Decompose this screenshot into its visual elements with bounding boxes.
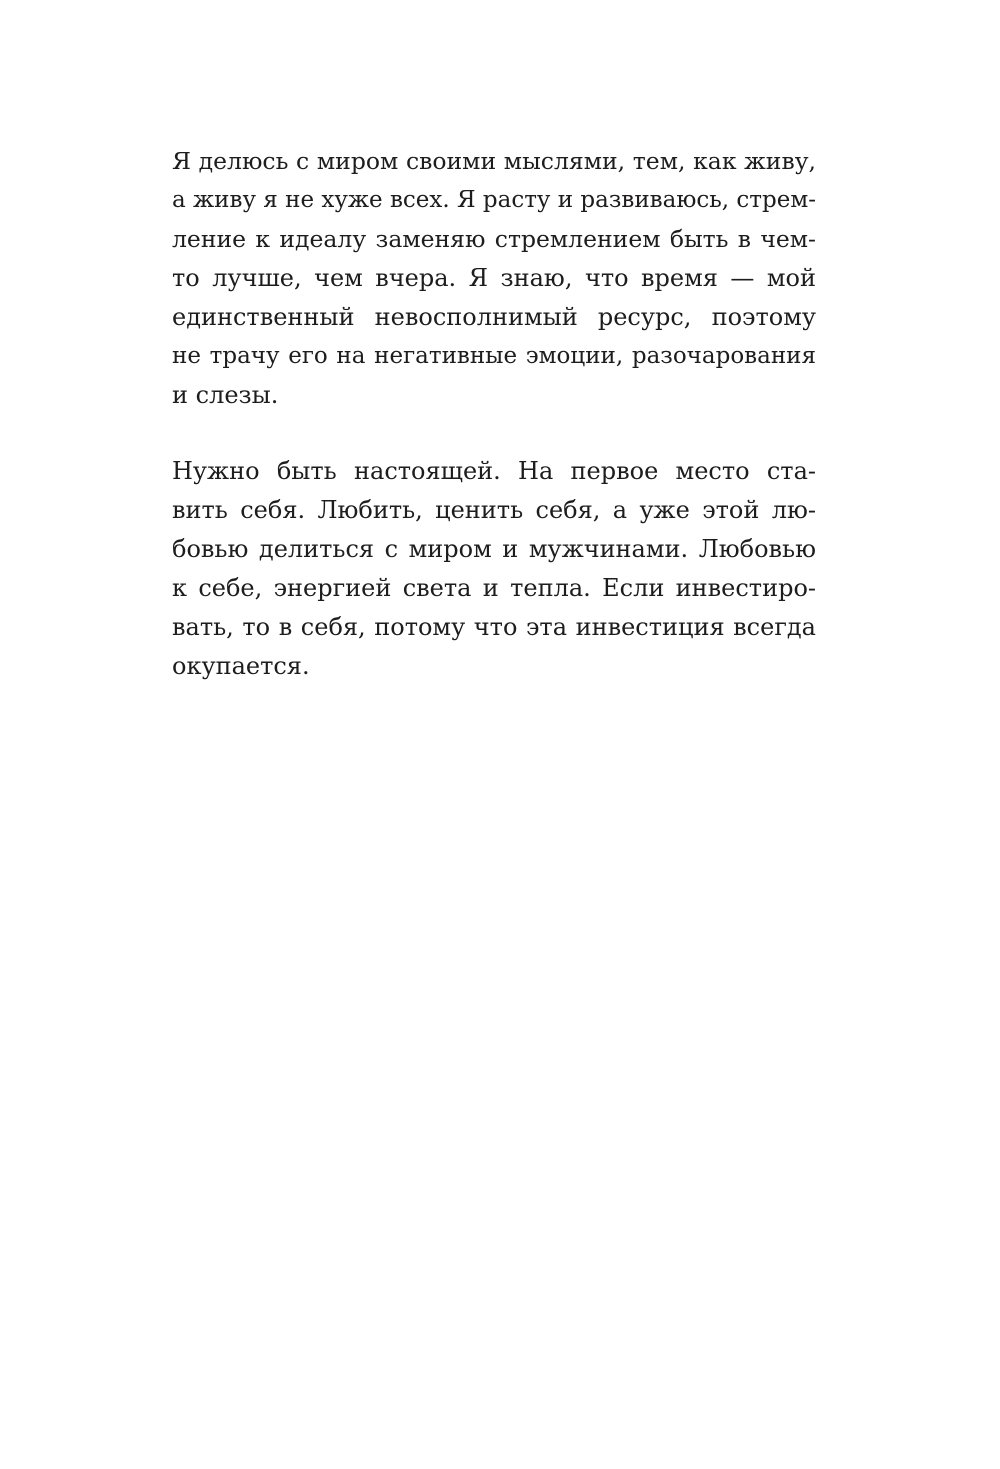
text-line: бовью делиться с миром и мужчинами. Любовью: [172, 535, 816, 563]
text-line: вить себя. Любить, ценить себя, а уже этой лю-: [172, 496, 816, 524]
paragraph-2: [172, 452, 816, 686]
paragraph-1: [172, 142, 816, 415]
text-line: к себе, энергией света и тепла. Если инвестиро-: [172, 574, 816, 602]
text-line: а живу я не хуже всех. Я расту и развиваюсь, стрем-: [172, 187, 816, 213]
text-line: Я делюсь с миром своими мыслями, тем, как живу,: [172, 147, 816, 175]
text-line: не трачу его на негативные эмоции, разочарования: [172, 343, 816, 369]
text-line: ление к идеалу заменяю стремлением быть в чем-: [172, 225, 816, 253]
text-line: и слезы.: [172, 381, 279, 409]
text-line: окупается.: [172, 652, 310, 680]
text-line: вать, то в себя, потому что эта инвестиция всегда: [172, 613, 816, 641]
text-line: Нужно быть настоящей. На первое место ста-: [172, 457, 816, 485]
text-line: единственный невосполнимый ресурс, поэтому: [172, 303, 816, 331]
text-line: то лучше, чем вчера. Я знаю, что время — мой: [172, 264, 816, 292]
body-text: [172, 142, 816, 686]
